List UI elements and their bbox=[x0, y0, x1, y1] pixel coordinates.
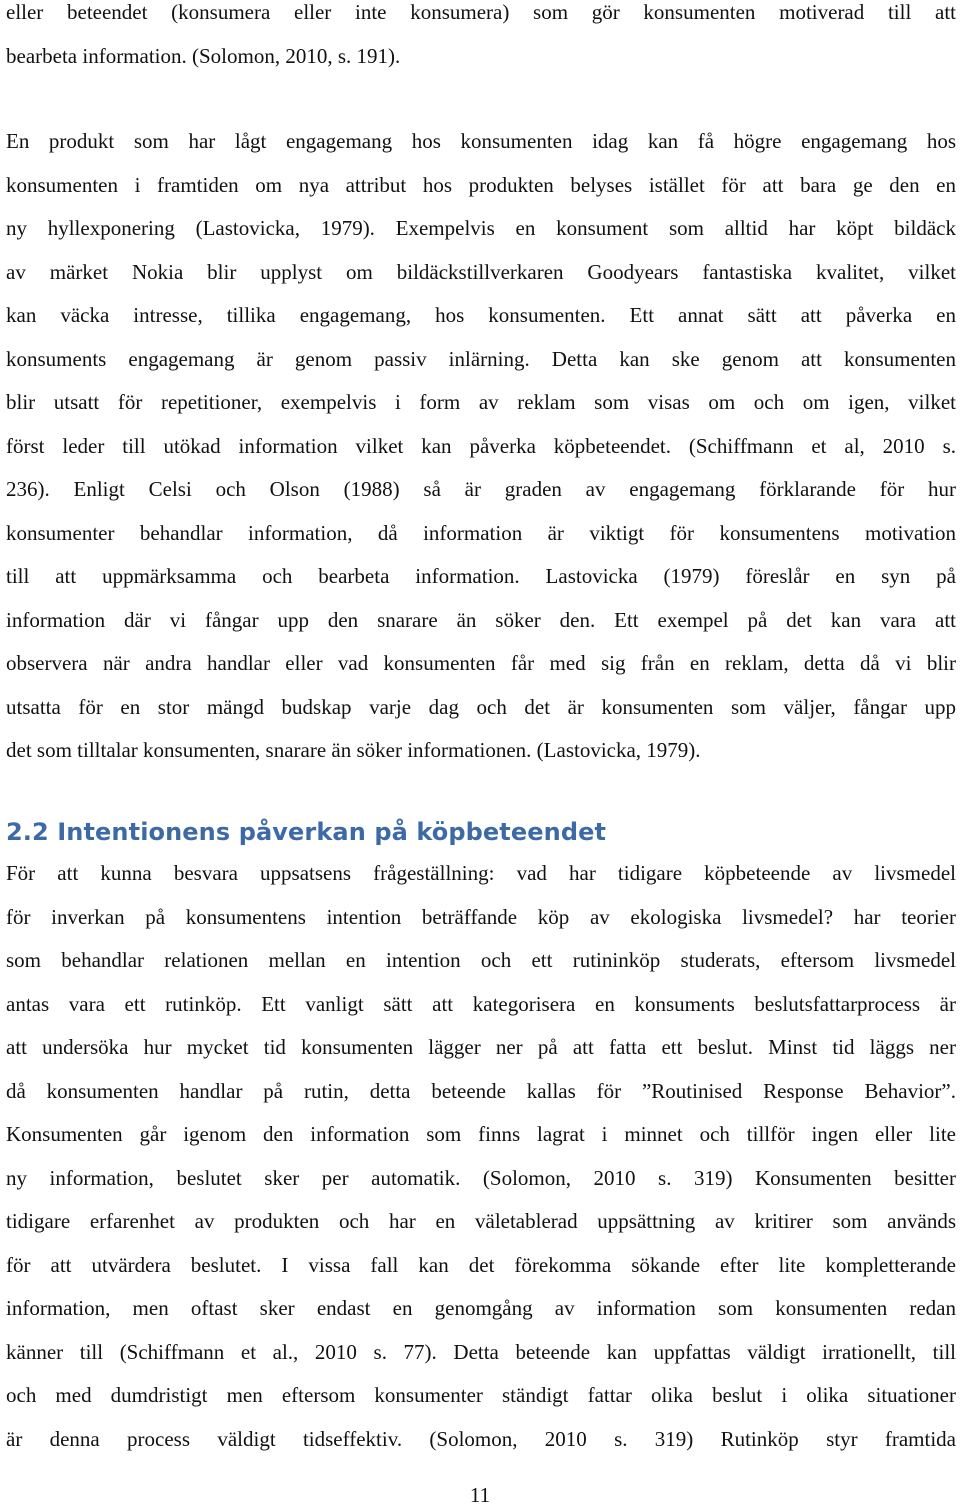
text-line: av märket Nokia blir upplyst om bildäckstillverkaren Goodyears fantastiska kvalitet, vilket bbox=[6, 259, 956, 284]
text-line: först leder till utökad information vilket kan påverka köpbeteendet. (Schiffmann et al, 2010 s. bbox=[6, 433, 956, 458]
text-line: kan väcka intresse, tillika engagemang, hos konsumenten. Ett annat sätt att påverka en bbox=[6, 303, 956, 327]
text-line: eller beteendet (konsumera eller inte konsumera) som gör konsumenten motiverad till att bbox=[6, 0, 956, 24]
paragraph-top bbox=[6, 0, 956, 78]
text-line: blir utsatt för repetitioner, exempelvis i form av reklam som visas om och om igen, vilket bbox=[6, 390, 956, 414]
text-line: är denna process väldigt tidseffektiv. (Solomon, 2010 s. 319) Rutinköp styr framtida bbox=[6, 1426, 956, 1451]
text-line: konsumenten i framtiden om nya attribut hos produkten belyses istället för att bara ge den en bbox=[6, 172, 956, 197]
text-line: Konsumenten går igenom den information som finns lagrat i minnet och tillför ingen eller lite bbox=[6, 1122, 956, 1146]
text-line: ny hyllexponering (Lastovicka, 1979). Exempelvis en konsument som alltid har köpt bildäck bbox=[6, 216, 956, 240]
text-line: att undersöka hur mycket tid konsumenten lägger ner på att fatta ett beslut. Minst tid läggs ner bbox=[6, 1035, 956, 1059]
text-line: tidigare erfarenhet av produkten och har en väletablerad uppsättning av kritirer som används bbox=[6, 1209, 956, 1233]
text-line: information, men oftast sker endast en genomgång av information som konsumenten redan bbox=[6, 1296, 956, 1320]
text-line: En produkt som har lågt engagemang hos konsumenten idag kan få högre engagemang hos bbox=[6, 129, 956, 153]
text-line: känner till (Schiffmann et al., 2010 s. 77). Detta beteende kan uppfattas väldigt irrationellt, till bbox=[6, 1339, 956, 1364]
text-line: då konsumenten handlar på rutin, detta beteende kallas för ”Routinised Response Behavior”. bbox=[6, 1078, 956, 1103]
text-line: konsuments engagemang är genom passiv inlärning. Detta kan ske genom att konsumenten bbox=[6, 346, 956, 371]
text-line: ny information, beslutet sker per automatik. (Solomon, 2010 s. 319) Konsumenten besitter bbox=[6, 1165, 956, 1190]
text-line: till att uppmärksamma och bearbeta information. Lastovicka (1979) föreslår en syn på bbox=[6, 564, 956, 588]
text-line: observera när andra handlar eller vad konsumenten får med sig från en reklam, detta då vi blir bbox=[6, 651, 956, 675]
text-line: För att kunna besvara uppsatsens frågeställning: vad har tidigare köpbeteende av livsmedel bbox=[6, 861, 956, 885]
section-heading: 2.2 Intentionens påverkan på köpbeteendet bbox=[6, 818, 607, 846]
paragraph-engagement bbox=[6, 120, 956, 773]
text-line: konsumenter behandlar information, då information är viktigt för konsumentens motivation bbox=[6, 520, 956, 545]
text-line: information där vi fångar upp den snarare än söker den. Ett exempel på det kan vara att bbox=[6, 607, 956, 632]
text-line: antas vara ett rutinköp. Ett vanligt sätt att kategorisera en konsuments beslutsfattarprocess är bbox=[6, 991, 956, 1016]
text-line: bearbeta information. (Solomon, 2010, s. 191). bbox=[6, 43, 401, 68]
text-line: och med dumdristigt men eftersom konsumenter ständigt fattar olika beslut i olika situationer bbox=[6, 1383, 956, 1407]
text-line: 236). Enligt Celsi och Olson (1988) så är graden av engagemang förklarande för hur bbox=[6, 477, 956, 501]
text-line: för att utvärdera beslutet. I vissa fall kan det förekomma sökande efter lite kompletterande bbox=[6, 1252, 956, 1277]
paragraph-intention bbox=[6, 852, 956, 1461]
text-line: det som tilltalar konsumenten, snarare än söker informationen. (Lastovicka, 1979). bbox=[6, 738, 701, 762]
text-line: för inverkan på konsumentens intention beträffande köp av ekologiska livsmedel? har teorier bbox=[6, 904, 956, 929]
text-line: som behandlar relationen mellan en intention och ett rutininköp studerats, eftersom livsmedel bbox=[6, 948, 956, 972]
page-number: 11 bbox=[469, 1483, 491, 1507]
text-line: utsatta för en stor mängd budskap varje dag och det är konsumenten som väljer, fångar upp bbox=[6, 694, 956, 719]
